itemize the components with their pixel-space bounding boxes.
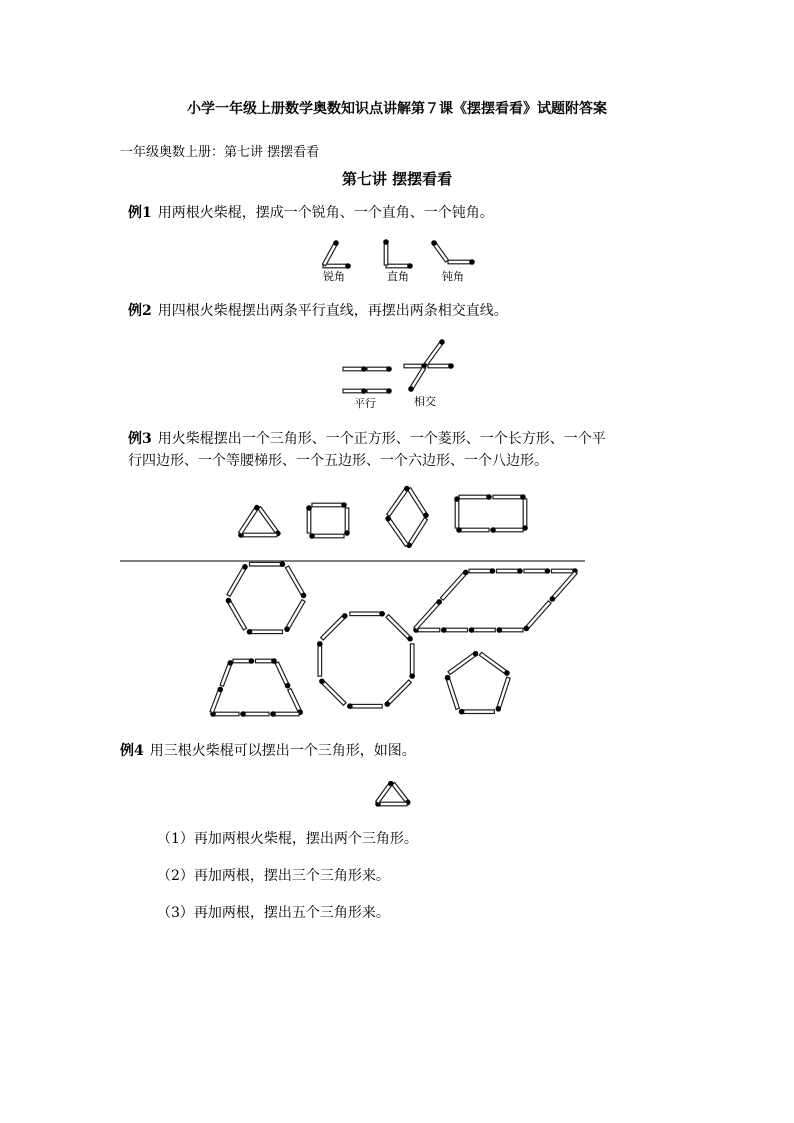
obtuse-angle-stick bbox=[430, 239, 449, 263]
rectangle-stick bbox=[522, 499, 528, 531]
rectangle-stick bbox=[493, 494, 526, 500]
caption-right: 直角 bbox=[387, 270, 409, 283]
parallelogram-stick bbox=[440, 569, 470, 601]
trapezoid-stick bbox=[209, 686, 224, 713]
rectangle-stick bbox=[459, 494, 492, 500]
parallel-stick bbox=[343, 388, 367, 394]
example-1-label: 例1 bbox=[128, 205, 152, 221]
hexagon-stick bbox=[226, 563, 249, 597]
obtuse-angle-stick bbox=[448, 259, 475, 265]
right-angle-stick bbox=[386, 263, 413, 269]
parallelogram-stick bbox=[441, 627, 468, 633]
octagon-stick bbox=[318, 677, 347, 706]
octagon-stick bbox=[383, 679, 412, 708]
parallelogram-stick bbox=[469, 627, 496, 633]
rhombus-stick bbox=[407, 487, 430, 519]
parallelogram-stick bbox=[524, 568, 550, 574]
triangle-stick bbox=[238, 532, 277, 538]
parallelogram-stick bbox=[496, 627, 523, 633]
caption-acute: 锐角 bbox=[323, 270, 345, 283]
parallelogram-stick bbox=[522, 600, 551, 632]
pentagon-stick bbox=[495, 677, 511, 713]
pentagon-stick bbox=[447, 650, 479, 675]
triangle-stick bbox=[375, 780, 395, 804]
parallel-stick bbox=[343, 366, 367, 372]
rectangle-stick bbox=[490, 527, 523, 533]
rectangle-stick bbox=[456, 527, 489, 533]
triangle-stick bbox=[238, 504, 261, 535]
parallel-stick bbox=[367, 388, 392, 394]
square-stick bbox=[306, 505, 312, 533]
square-stick bbox=[309, 533, 344, 539]
trapezoid-stick bbox=[233, 658, 254, 664]
trapezoid-stick bbox=[270, 711, 299, 717]
question-2: （2）再加两根，摆出三个三角形来。 bbox=[157, 868, 390, 884]
example-3-text-line1: 用火柴棍摆出一个三角形、一个正方形、一个菱形、一个长方形、一个平 bbox=[157, 431, 606, 447]
ex1-angle-figures bbox=[322, 239, 475, 269]
caption-parallel: 平行 bbox=[354, 397, 376, 410]
octagon-stick bbox=[317, 641, 323, 676]
hexagon-stick bbox=[285, 565, 308, 599]
octagon-stick bbox=[409, 644, 415, 679]
example-1-text: 用两根火柴棍，摆成一个锐角、一个直角、一个钝角。 bbox=[157, 205, 494, 221]
rectangle-stick bbox=[454, 496, 460, 528]
octagon-stick bbox=[320, 612, 349, 641]
square-stick bbox=[344, 508, 350, 536]
caption-obtuse: 钝角 bbox=[442, 270, 464, 283]
octagon-stick bbox=[385, 614, 414, 643]
parallelogram-stick bbox=[497, 568, 523, 574]
example-3-text-line2: 行四边形、一个等腰梯形、一个五边形、一个六边形、一个八边形。 bbox=[128, 453, 548, 469]
intersect-stick bbox=[407, 367, 426, 393]
trapezoid-stick bbox=[274, 662, 291, 690]
ex2-line-figures bbox=[343, 338, 454, 394]
parallelogram-stick bbox=[469, 568, 495, 574]
intersect-stick bbox=[428, 363, 454, 369]
example-4-text: 用三根火柴棍可以摆出一个三角形，如图。 bbox=[149, 743, 416, 759]
trapezoid-stick bbox=[219, 659, 234, 686]
example-4-label: 例4 bbox=[120, 743, 144, 759]
square-stick bbox=[312, 502, 347, 508]
example-3-label: 例3 bbox=[128, 431, 152, 447]
lecture-title: 第七讲 摆摆看看 bbox=[341, 170, 453, 188]
document-title: 小学一年级上册数学奥数知识点讲解第７课《摆摆看看》试题附答案 bbox=[187, 101, 607, 117]
hexagon-stick bbox=[247, 629, 283, 635]
example-2-label: 例2 bbox=[128, 303, 152, 319]
pentagon-stick bbox=[479, 651, 511, 676]
caption-intersect: 相交 bbox=[414, 395, 436, 408]
octagon-stick bbox=[350, 611, 385, 617]
trapezoid-stick bbox=[240, 711, 269, 717]
parallel-stick bbox=[367, 366, 392, 372]
rhombus-stick bbox=[384, 515, 409, 547]
right-angle-stick bbox=[383, 239, 389, 265]
parallelogram-stick bbox=[548, 571, 577, 603]
octagon-stick bbox=[347, 703, 382, 709]
triangle-stick bbox=[257, 506, 282, 537]
acute-angle-stick bbox=[322, 239, 340, 266]
hexagon-stick bbox=[250, 561, 286, 567]
question-3: （3）再加两根，摆出五个三角形来。 bbox=[157, 905, 390, 921]
subheading: 一年级奥数上册：第七讲 摆摆看看 bbox=[120, 145, 320, 160]
parallelogram-stick bbox=[413, 598, 443, 630]
pentagon-stick bbox=[444, 674, 460, 710]
ex4-triangle-figure bbox=[375, 780, 412, 807]
trapezoid-stick bbox=[256, 658, 277, 664]
pentagon-stick bbox=[459, 709, 495, 715]
example-2-text: 用四根火柴棍摆出两条平行直线，再摆出两条相交直线。 bbox=[157, 303, 508, 319]
intersect-stick bbox=[424, 338, 446, 366]
hexagon-stick bbox=[283, 599, 306, 633]
hexagon-stick bbox=[225, 597, 248, 631]
trapezoid-stick bbox=[210, 711, 239, 717]
question-1: （1）再加两根火柴棍，摆出两个三角形。 bbox=[157, 831, 418, 847]
rhombus-stick bbox=[386, 485, 411, 517]
ex3-shape-figures bbox=[209, 485, 578, 717]
